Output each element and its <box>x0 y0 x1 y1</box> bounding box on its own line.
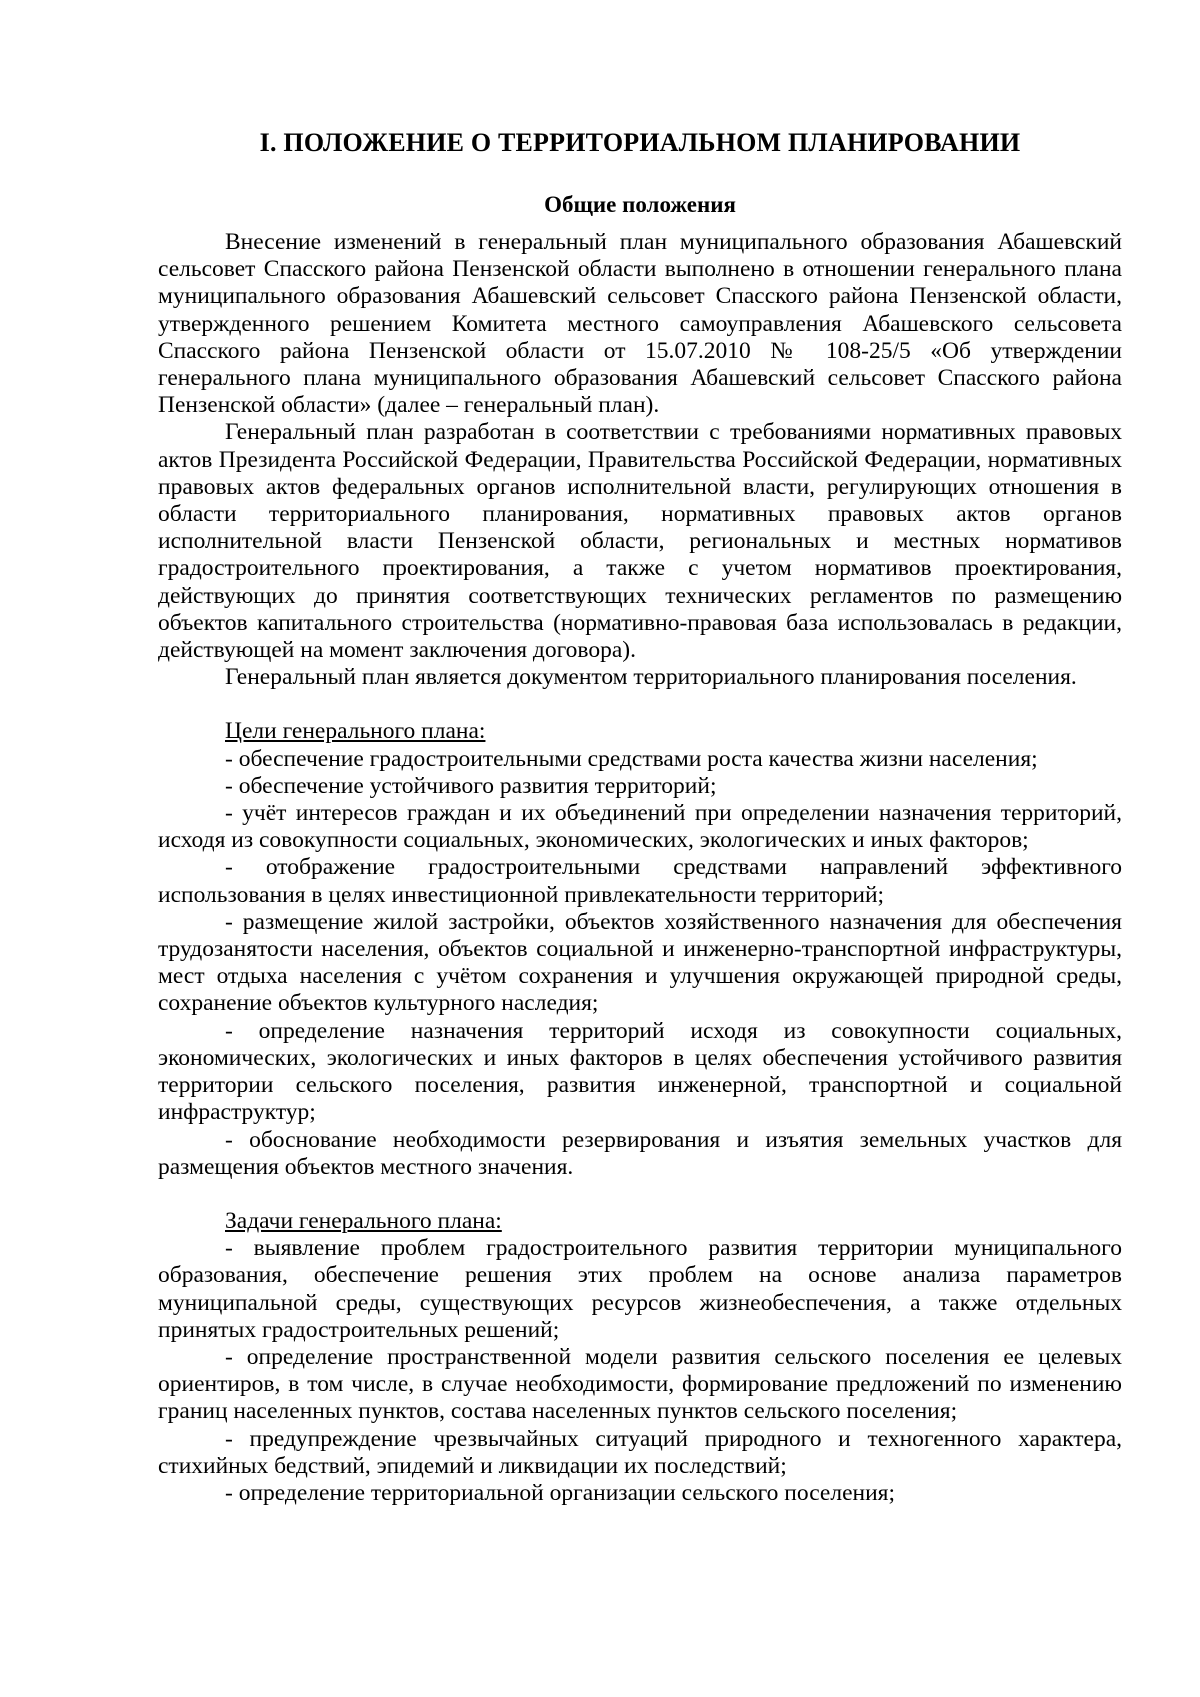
tasks-item: - определение пространственной модели развития сельского поселения ее целевых ориентиров, в том числе, в случае необходимости, формирование предложений по изменению границ населенных пунктов, состава населенных пунктов сельского поселения; <box>158 1343 1122 1425</box>
goals-item: - обоснование необходимости резервирования и изъятия земельных участков для размещения объектов местного значения. <box>158 1126 1122 1180</box>
goals-section <box>158 718 1122 1180</box>
goals-item: - учёт интересов граждан и их объединений при определении назначения территорий, исходя из совокупности социальных, экономических, экологических и иных факторов; <box>158 800 1122 854</box>
section-subtitle: Общие положения <box>544 192 736 217</box>
tasks-item: - определение территориальной организации сельского поселения; <box>225 1479 895 1506</box>
tasks-heading <box>158 1208 1122 1235</box>
goals-item: - размещение жилой застройки, объектов хозяйственного назначения для обеспечения трудозанятости населения, объектов социальной и инженерно-транспортной инфраструктуры, мест отдыха населения с учётом сохранения и улучшения окружающей природной среды, сохранение объектов культурного наследия; <box>158 908 1122 1017</box>
intro-section <box>158 229 1122 691</box>
page-title: I. ПОЛОЖЕНИЕ О ТЕРРИТОРИАЛЬНОМ ПЛАНИРОВАНИИ <box>259 128 1021 157</box>
goals-item: - определение назначения территорий исходя из совокупности социальных, экономических, экологических и иных факторов в целях обеспечения устойчивого развития территории сельского поселения, развития инженерной, транспортной и социальной инфраструктур; <box>158 1017 1122 1126</box>
tasks-heading-text: Задачи генерального плана: <box>225 1207 502 1234</box>
goals-heading-text: Цели генерального плана: <box>225 718 486 745</box>
tasks-item: - выявление проблем градостроительного развития территории муниципального образования, обеспечение решения этих проблем на основе анализа параметров муниципальной среды, существующих ресурсов жизнеобеспечения, а также отдельных принятых градостроительных решений; <box>158 1235 1122 1343</box>
intro-paragraph: Генеральный план разработан в соответствии с требованиями нормативных правовых актов Президента Российской Федерации, Правительства Российской Федерации, нормативных правовых актов федеральных органов исполнительной власти, регулирующих отношения в области территориального планирования, нормативных правовых актов органов исполнительной власти Пензенской области, региональных и местных нормативов градостроительного проектирования, а также с учетом нормативов проектирования, действующих до принятия соответствующих технических регламентов по размещению объектов капитального строительства (нормативно-правовая база использовалась в редакции, действующей на момент заключения договора). <box>158 419 1122 664</box>
intro-paragraph: Внесение изменений в генеральный план муниципального образования Абашевский сельсовет Спасского района Пензенской области выполнено в отношении генерального плана муниципального образования Абашевский сельсовет Спасского района Пензенской области, утвержденного решением Комитета местного самоуправления Абашевского сельсовета Спасского района Пензенской области от 15.07.2010 № 108-25/5 «Об утверждении генерального плана муниципального образования Абашевский сельсовет Спасского района Пензенской области» (далее – генеральный план). <box>158 229 1122 419</box>
goals-heading <box>158 718 1122 745</box>
goals-item: - обеспечение градостроительными средствами роста качества жизни населения; <box>225 745 1038 772</box>
tasks-section <box>158 1208 1122 1507</box>
goals-item: - отображение градостроительными средствами направлений эффективного использования в целях инвестиционной привлекательности территорий; <box>158 854 1122 908</box>
document-page <box>158 128 1122 1507</box>
tasks-item: - предупреждение чрезвычайных ситуаций природного и техногенного характера, стихийных бедствий, эпидемий и ликвидации их последствий; <box>158 1425 1122 1479</box>
intro-paragraph: Генеральный план является документом территориального планирования поселения. <box>225 664 1077 691</box>
goals-item: - обеспечение устойчивого развития территорий; <box>225 772 717 799</box>
